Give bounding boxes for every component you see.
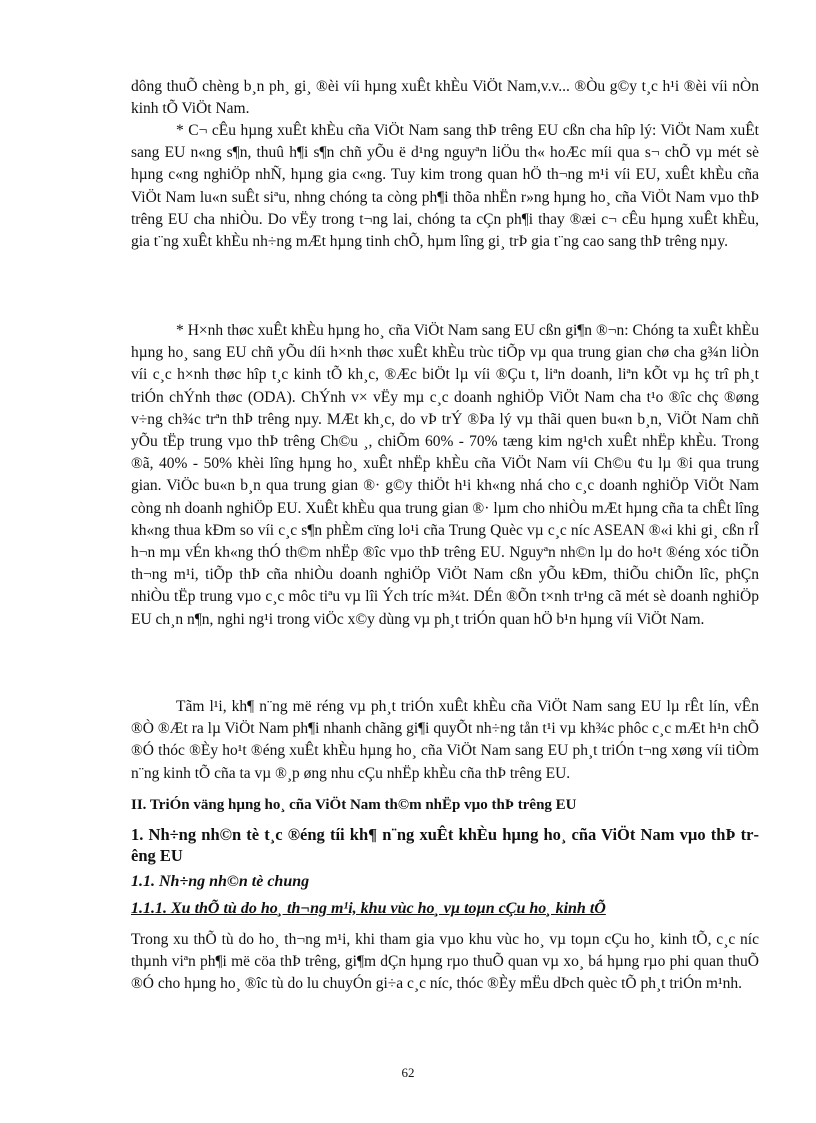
paragraph-summary: Tãm l¹i, kh¶ n¨ng më réng vµ ph¸t triÓn xuÊt khÈu cña ViÖt Nam sang EU lµ rÊt lín, vÊn ®Ò ®Æt ra lµ ViÖt Nam ph¶i nhanh chãng gi¶i quyÕt nh÷ng tån t¹i vµ kh¾c phôc c¸c mÆt h¹n chÕ ®Ó thóc ®Èy ho¹t ®éng xuÊt khÈu hµng ho¸ cña ViÖt Nam sang EU ph¸t triÓn t¬ng xøng víi tiÒm n¨ng kinh tÕ cña ta vµ ®¸p øng nhu cÇu nhËp khÈu cña thÞ trêng EU. [131,698,759,782]
paragraph-export-form: * H×nh thøc xuÊt khÈu hµng ho¸ cña ViÖt Nam sang EU cßn gi¶n ®¬n: Chóng ta xuÊt khÈu hµng ho¸ sang EU chñ yÕu díi h×nh thøc xuÊt khÈu trùc tiÕp vµ qua trung gian chø cha g¾n liÒn víi c¸c h×nh thøc hîp t¸c kinh tÕ kh¸c, ®Æc biÖt lµ víi ®Çu t, liªn doanh, liªn kÕt vµ hç trî ph¸t triÓn chÝnh thøc (ODA). ChÝnh v× vËy mµ c¸c doanh nghiÖp ViÖt Nam cha t¹o ®îc chç ®øng v÷ng ch¾c trªn thÞ trêng nµy. MÆt kh¸c, do vÞ trÝ ®Þa lý vµ thãi quen bu«n b¸n, ViÖt Nam chñ yÕu tËp trung vµo thÞ trêng Ch©u ¸, chiÕm 60% - 70% tæng kim ng¹ch xuÊt nhËp khÈu. Trong ®ã, 40% - 50% khèi lîng hµng ho¸ xuÊt nhËp khÈu cña ViÖt Nam víi Ch©u ¢u lµ ®i qua trung gian. ViÖc bu«n b¸n qua trung gian ®· g©y thiÖt h¹i kh«ng nhá cho c¸c doanh nghiÖp ViÖt Nam còng nh doanh nghiÖp EU. XuÊt khÈu qua trung gian ®· lµm cho nhiÒu mÆt hµng cña ta chÊt lîng kh«ng thua kÐm so víi c¸c s¶n phÈm cïng lo¹i cña Trung Quèc vµ c¸c níc ASEAN ®«i khi gi¸ cßn rÎ h¬n mµ vÉn kh«ng thÓ th©m nhËp ®îc vµo thÞ trêng EU. Nguyªn nh©n lµ do ho¹t ®éng xóc tiÕn th¬ng m¹i, tiÕp thÞ cña nhiÒu doanh nghiÖp ViÖt Nam cßn yÕu kÐm, thiÕu chiÕn lîc, phÇn nhiÒu tËp trung vµo c¸c môc tiªu vµ lîi Ých tríc m¾t. DÉn ®Õn t×nh tr¹ng cã mét sè doanh nghiÖp EU ch¸n n¶n, nghi ng¹i trong viÖc x©y dùng vµ ph¸t triÓn quan hÖ b¹n hµng víi ViÖt Nam. [131,322,759,628]
section-heading: II. TriÓn väng hµng ho¸ cña ViÖt Nam th©m nhËp vµo thÞ trêng EU [131,797,577,813]
subsubsubsection-heading: 1.1.1. Xu thÕ tù do ho¸ th¬ng m¹i, khu vùc ho¸ vµ toµn cÇu ho¸ kinh tÕ [131,900,606,917]
subsection-heading: 1. Nh÷ng nh©n tè t¸c ®éng tíi kh¶ n¨ng xuÊt khÈu hµng ho¸ cña ViÖt Nam vµo thÞ trêng EU [131,825,759,865]
paragraph-export-structure: * C¬ cÊu hµng xuÊt khÈu cña ViÖt Nam sang thÞ trêng EU cßn cha hîp lý: ViÖt Nam xuÊt sang EU n«ng s¶n, thuû h¶i s¶n chñ yÕu ë d¹ng nguyªn liÖu th« hoÆc míi qua s¬ chÕ vµ mét sè hµng c«ng nghiÖp nhÑ, hµng gia c«ng. Tuy kim trong quan hÖ th¬ng m¹i víi EU, xuÊt khÈu cña ViÖt Nam lu«n suÊt siªu, nhng chóng ta còng ph¶i thõa nhËn r»ng hµng ho¸ cña ViÖt Nam vµo thÞ trêng EU cha nhiÒu. Do vËy trong t¬ng lai, chóng ta cÇn ph¶i thay ®æi c¬ cÊu hµng xuÊt khÈu, gia t¨ng xuÊt khÈu nh÷ng mÆt hµng tinh chÕ, hµm lîng gi¸ trÞ gia t¨ng cao sang thÞ trêng nµy. [131,122,759,251]
paragraph-intro: dông thuÕ chèng b¸n ph¸ gi¸ ®èi víi hµng xuÊt khÈu ViÖt Nam,v.v... ®Òu g©y t¸c h¹i ®èi víi nÒn kinh tÕ ViÖt Nam. [131,78,759,118]
subsubsection-heading: 1.1. Nh÷ng nh©n tè chung [131,873,310,890]
page-number: 62 [401,1065,415,1080]
paragraph-trend: Trong xu thÕ tù do ho¸ th¬ng m¹i, khi tham gia vµo khu vùc ho¸ vµ toµn cÇu ho¸ kinh tÕ, c¸c níc thµnh viªn ph¶i më cöa thÞ trêng, gi¶m dÇn hµng rµo thuÕ quan vµ xo¸ bá hµng rµo phi quan thuÕ ®Ó cho hµng ho¸ ®îc tù do lu chuyÓn gi÷a c¸c níc, thóc ®Èy mËu dÞch quèc tÕ ph¸t triÓn m¹nh. [131,931,759,993]
